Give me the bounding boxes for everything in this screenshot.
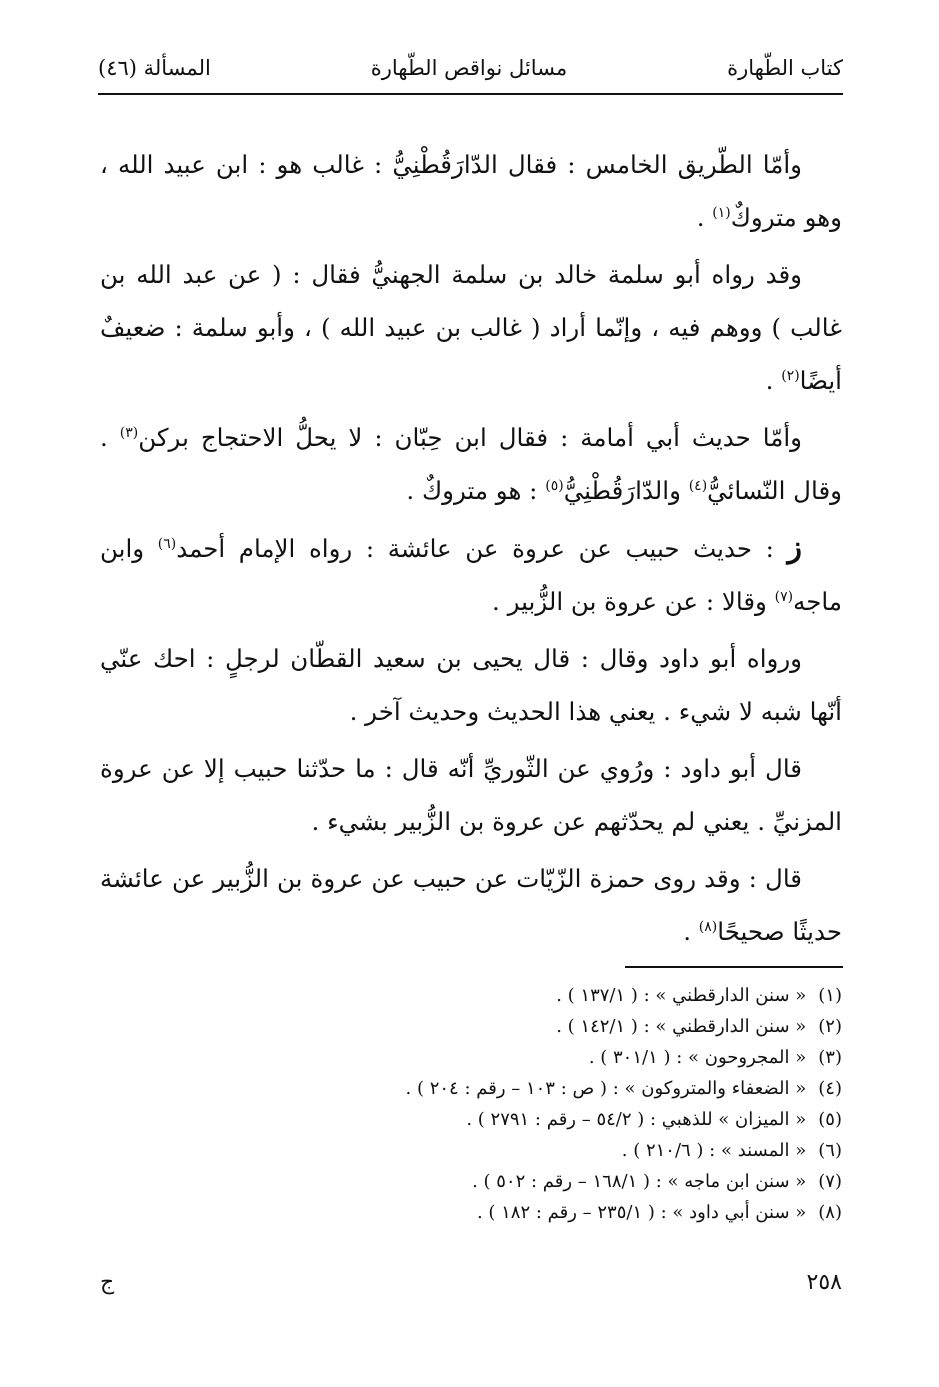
footnote-ref: (٦) xyxy=(157,535,177,552)
signature-mark: ج xyxy=(100,1269,115,1295)
header-divider xyxy=(98,93,843,95)
paragraph-4: ز : حديث حبيب عن عروة عن عائشة : رواه الإمام أحمد$^{(٦)}$ وابن ماجه$^{(٧)}$ وقالا : عن عروة بن الزُّبير . xyxy=(100,530,842,616)
section-symbol: ز xyxy=(787,530,802,565)
footnote-item: (٨) « سنن أبي داود » : ( ٢٣٥/١ – رقم : ١٨٢ ) . xyxy=(476,1202,842,1223)
footnote-ref: (٤) xyxy=(688,477,708,494)
footnote-item: (٤) « الضعفاء والمتروكون » : ( ص : ١٠٣ – رقم : ٢٠٤ ) . xyxy=(405,1078,842,1099)
header-book-title: كتاب الطّهارة xyxy=(727,56,843,80)
paragraph-7: قال : وقد روى حمزة الزّيّات عن حبيب عن عروة بن الزُّبير عن عائشة حديثًا صحيحًا$^{(٨)}$ . xyxy=(100,864,842,946)
footnotes-list xyxy=(100,980,842,1228)
page-footer xyxy=(100,1262,842,1302)
footnote-item: (٧) « سنن ابن ماجه » : ( ١٦٨/١ – رقم : ٥٠٢ ) . xyxy=(472,1171,842,1192)
footnote-item: (١) « سنن الدارقطني » : ( ١٣٧/١ ) . xyxy=(556,985,842,1006)
footnote-item: (٦) « المسند » : ( ٢١٠/٦ ) . xyxy=(621,1140,842,1161)
footnote-ref: (٥) xyxy=(545,477,564,494)
footnote-divider xyxy=(625,966,843,968)
footnote-ref: (٨) xyxy=(698,918,718,935)
footnote-ref: (٢) xyxy=(781,367,800,384)
paragraph-3: وأمّا حديث أبي أمامة : فقال ابن حِبّان : لا يحلُّ الاحتجاج بركن$^{(٣)}$ . وقال النّسائيُّ$^{(٤)}$ والدّارَقُطْنِيُّ$^{(٥)}$ : هو متروكٌ . xyxy=(100,423,842,505)
footnote-item: (٣) « المجروحون » : ( ٣٠١/١ ) . xyxy=(588,1047,842,1068)
paragraph-5: ورواه أبو داود وقال : قال يحيى بن سعيد القطّان لرجلٍ : احك عنّي أنّها شبه لا شيء . يعني هذا الحديث وحديث آخر . xyxy=(100,644,842,726)
paragraph-1: وأمّا الطّريق الخامس : فقال الدّارَقُطْنِيُّ : غالب هو : ابن عبيد الله ، وهو متروكٌ$^{(١)}$ . xyxy=(100,150,842,232)
footnote-ref: (٧) xyxy=(774,588,794,605)
main-text xyxy=(100,138,842,962)
paragraph-6: قال أبو داود : ورُوي عن الثّوريِّ أنّه قال : ما حدّثنا حبيب إلا عن عروة المزنيِّ . يعني لم يحدّثهم عن عروة بن الزُّبير بشيء . xyxy=(100,754,842,836)
footnote-item: (٢) « سنن الدارقطني » : ( ١٤٢/١ ) . xyxy=(556,1016,842,1037)
page-number: ٢٥٨ xyxy=(806,1269,842,1295)
paragraph-2: وقد رواه أبو سلمة خالد بن سلمة الجهنيُّ فقال : ( عن عبد الله بن غالب ) ووهم فيه ، وإنّما أراد ( غالب بن عبيد الله ) ، وأبو سلمة : ضعيفٌ أيضًا$^{(٢)}$ . xyxy=(100,260,842,395)
footnote-item: (٥) « الميزان » للذهبي : ( ٥٤/٢ – رقم : ٢٧٩١ ) . xyxy=(466,1109,842,1130)
header-issue-number: المسألة (٤٦) xyxy=(98,56,211,80)
running-header xyxy=(98,46,843,90)
header-chapter-title: مسائل نواقص الطّهارة xyxy=(370,56,568,80)
footnote-ref: (١) xyxy=(712,204,731,221)
footnote-ref: (٣) xyxy=(119,424,139,441)
